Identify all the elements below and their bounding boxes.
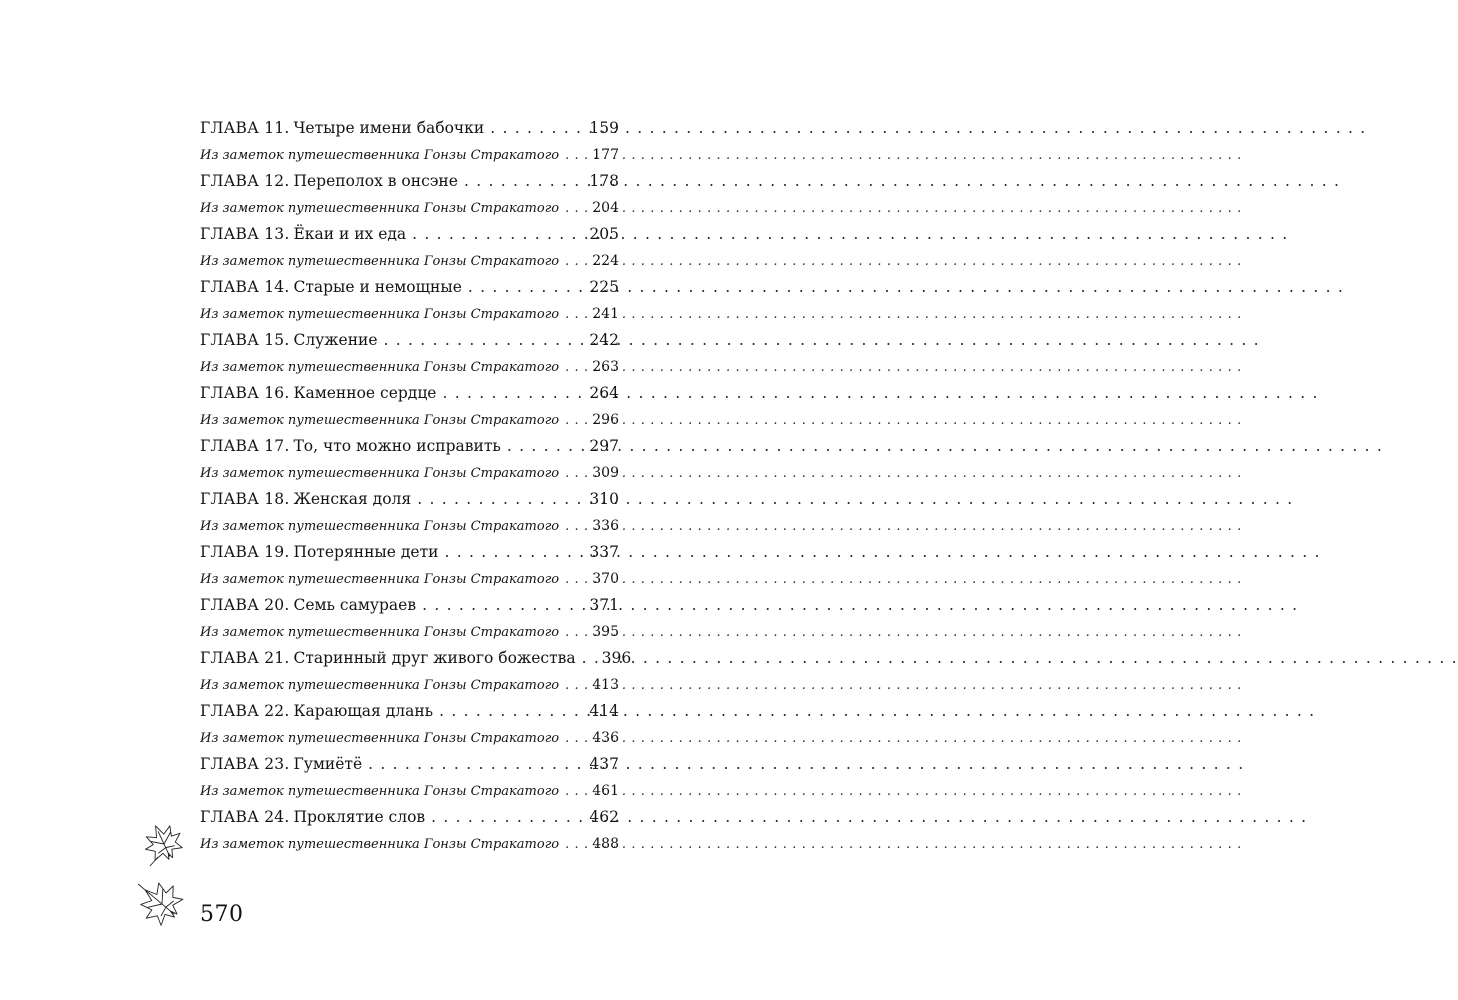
dot-leader (565, 731, 586, 746)
chapter-title: Переполох в онсэне (293, 172, 458, 190)
chapter-line (200, 437, 619, 465)
chapter-line (200, 278, 619, 306)
chapter-page: 225 (589, 278, 619, 296)
chapter-label: ГЛАВА 21. (200, 649, 290, 667)
chapter-title: Карающая длань (293, 702, 434, 720)
note-page: 461 (592, 783, 619, 799)
toc-entry (200, 596, 619, 649)
chapter-title: Служение (293, 331, 378, 349)
note-page: 296 (592, 412, 619, 428)
note-line (200, 624, 619, 649)
chapter-page: 264 (589, 384, 619, 402)
note-page: 336 (592, 518, 619, 534)
toc-entry (200, 119, 619, 172)
maple-leaf-icon (134, 876, 190, 932)
note-line (200, 783, 619, 808)
chapter-label: ГЛАВА 22. (200, 702, 290, 720)
chapter-line (200, 490, 619, 518)
chapter-title: Потерянные дети (293, 543, 439, 561)
dot-leader (565, 519, 586, 534)
dot-leader (565, 466, 586, 481)
dot-leader (384, 331, 584, 349)
note-line (200, 412, 619, 437)
chapter-line (200, 119, 619, 147)
toc-entry (200, 331, 619, 384)
note-page: 488 (592, 836, 619, 852)
dot-leader (368, 755, 583, 773)
note-line (200, 836, 619, 861)
dot-leader (417, 490, 583, 508)
chapter-title: Каменное сердце (293, 384, 437, 402)
chapter-label: ГЛАВА 12. (200, 172, 290, 190)
chapter-label: ГЛАВА 11. (200, 119, 290, 137)
chapter-page: 297 (589, 437, 619, 455)
note-line (200, 147, 619, 172)
dot-leader (468, 278, 584, 296)
note-title: Из заметок путешественника Гонзы Стракатого (200, 731, 560, 746)
note-page: 224 (592, 253, 619, 269)
chapter-line (200, 755, 619, 783)
note-title: Из заметок путешественника Гонзы Стракатого (200, 413, 560, 428)
note-line (200, 465, 619, 490)
chapter-page: 396 (601, 649, 632, 667)
dot-leader (464, 172, 583, 190)
toc-entry (200, 172, 619, 225)
page-number: 570 (200, 902, 244, 927)
note-line (200, 359, 619, 384)
chapter-title: Ёкаи и их еда (293, 225, 407, 243)
note-line (200, 306, 619, 331)
chapter-title: То, что можно исправить (293, 437, 501, 455)
note-title: Из заметок путешественника Гонзы Стракатого (200, 519, 560, 534)
note-line (200, 518, 619, 543)
note-title: Из заметок путешественника Гонзы Стракатого (200, 625, 560, 640)
chapter-label: ГЛАВА 13. (200, 225, 290, 243)
note-page: 204 (592, 200, 619, 216)
note-title: Из заметок путешественника Гонзы Стракатого (200, 360, 560, 375)
chapter-line (200, 543, 619, 571)
toc-entry (200, 225, 619, 278)
dot-leader (565, 307, 586, 322)
chapter-title: Проклятие слов (293, 808, 426, 826)
chapter-title: Старинный друг живого божества (293, 649, 576, 667)
dot-leader (565, 837, 586, 852)
dot-leader (431, 808, 583, 826)
note-page: 241 (592, 306, 619, 322)
dot-leader (412, 225, 583, 243)
note-line (200, 571, 619, 596)
toc-entry (200, 278, 619, 331)
chapter-label: ГЛАВА 14. (200, 278, 290, 296)
dot-leader (565, 360, 586, 375)
dot-leader (565, 201, 586, 216)
chapter-title: Гумиётё (293, 755, 363, 773)
chapter-title: Старые и немощные (293, 278, 462, 296)
chapter-page: 414 (589, 702, 619, 720)
note-title: Из заметок путешественника Гонзы Стракатого (200, 572, 560, 587)
note-page: 309 (592, 465, 619, 481)
chapter-page: 462 (589, 808, 619, 826)
dot-leader (490, 119, 583, 137)
toc-entry (200, 437, 619, 490)
chapter-page: 178 (589, 172, 619, 190)
table-of-contents (200, 119, 632, 861)
note-title: Из заметок путешественника Гонзы Стракатого (200, 307, 560, 322)
note-page: 436 (592, 730, 619, 746)
dot-leader (582, 649, 596, 667)
chapter-label: ГЛАВА 15. (200, 331, 290, 349)
chapter-page: 371 (589, 596, 619, 614)
toc-list (200, 119, 632, 861)
dot-leader (439, 702, 583, 720)
chapter-line (200, 384, 619, 412)
chapter-label: ГЛАВА 16. (200, 384, 290, 402)
dot-leader (442, 384, 583, 402)
toc-entry (200, 702, 619, 755)
toc-entry (200, 808, 619, 861)
note-title: Из заметок путешественника Гонзы Стракатого (200, 254, 560, 269)
chapter-label: ГЛАВА 20. (200, 596, 290, 614)
dot-leader (422, 596, 583, 614)
toc-entry (200, 490, 619, 543)
toc-entry (200, 755, 619, 808)
chapter-label: ГЛАВА 17. (200, 437, 290, 455)
chapter-page: 205 (589, 225, 619, 243)
dot-leader (565, 572, 586, 587)
chapter-title: Семь самураев (293, 596, 417, 614)
note-page: 263 (592, 359, 619, 375)
chapter-line (200, 331, 619, 359)
note-page: 395 (592, 624, 619, 640)
note-line (200, 677, 619, 702)
note-title: Из заметок путешественника Гонзы Стракатого (200, 148, 560, 163)
chapter-line (200, 702, 619, 730)
dot-leader (565, 678, 586, 693)
dot-leader (444, 543, 583, 561)
dot-leader (565, 413, 586, 428)
note-page: 177 (592, 147, 619, 163)
note-title: Из заметок путешественника Гонзы Стракатого (200, 466, 560, 481)
dot-leader (565, 254, 586, 269)
note-line (200, 200, 619, 225)
maple-leaf-icon (140, 820, 188, 868)
chapter-label: ГЛАВА 24. (200, 808, 290, 826)
chapter-page: 437 (589, 755, 619, 773)
chapter-line (200, 649, 632, 677)
chapter-page: 337 (589, 543, 619, 561)
toc-entry (200, 649, 632, 702)
chapter-page: 159 (589, 119, 619, 137)
chapter-title: Женская доля (293, 490, 412, 508)
chapter-label: ГЛАВА 19. (200, 543, 290, 561)
note-title: Из заметок путешественника Гонзы Стракатого (200, 837, 560, 852)
dot-leader (565, 148, 586, 163)
note-title: Из заметок путешественника Гонзы Стракатого (200, 678, 560, 693)
note-page: 413 (592, 677, 619, 693)
chapter-title: Четыре имени бабочки (293, 119, 485, 137)
chapter-label: ГЛАВА 18. (200, 490, 290, 508)
dot-leader (507, 437, 584, 455)
note-title: Из заметок путешественника Гонзы Стракатого (200, 201, 560, 216)
note-line (200, 253, 619, 278)
note-title: Из заметок путешественника Гонзы Стракатого (200, 784, 560, 799)
dot-leader (565, 784, 586, 799)
chapter-line (200, 808, 619, 836)
chapter-page: 310 (589, 490, 619, 508)
toc-entry (200, 543, 619, 596)
toc-entry (200, 384, 619, 437)
dot-leader (565, 625, 586, 640)
chapter-label: ГЛАВА 23. (200, 755, 290, 773)
note-page: 370 (592, 571, 619, 587)
note-line (200, 730, 619, 755)
chapter-line (200, 596, 619, 624)
chapter-line (200, 225, 619, 253)
chapter-line (200, 172, 619, 200)
chapter-page: 242 (589, 331, 619, 349)
